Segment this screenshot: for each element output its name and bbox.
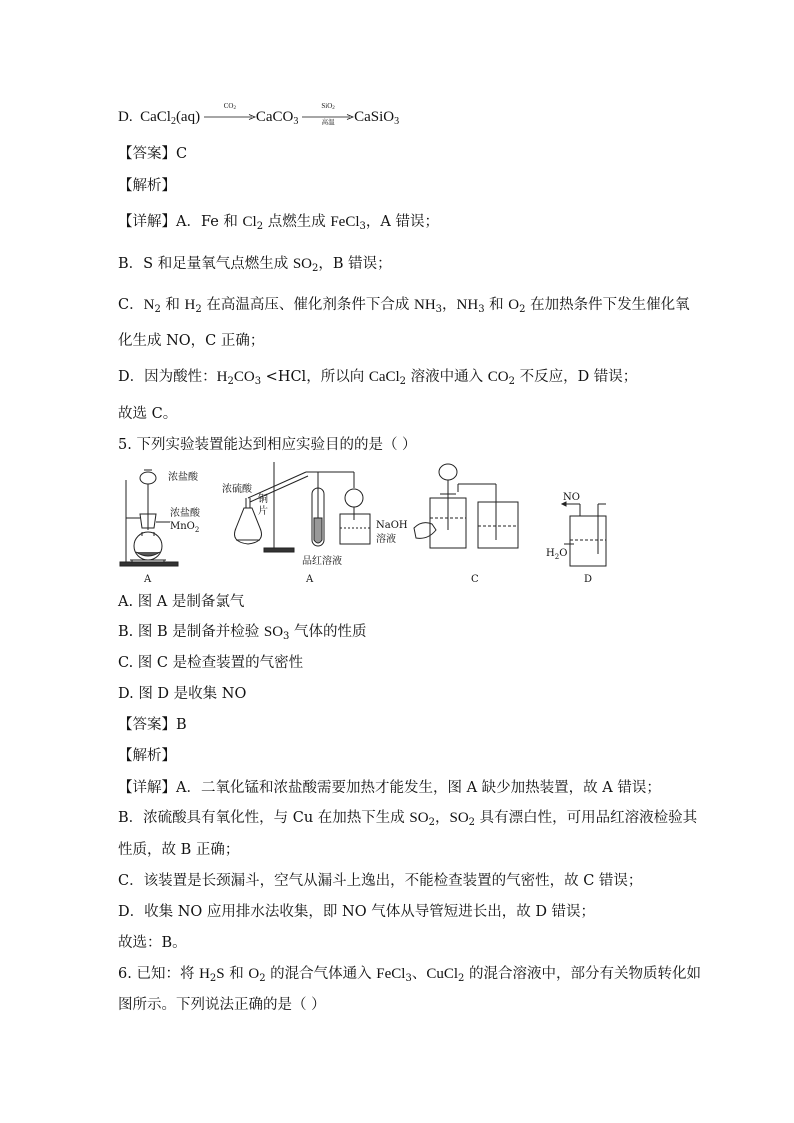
analysis-heading: 【解析】 (118, 748, 176, 764)
label-b-copper-1: 铜 (258, 494, 268, 505)
answer-line: 【答案】C (118, 146, 188, 162)
formula: NH (413, 297, 436, 313)
question-6-stem-line1 (118, 964, 701, 989)
detail-d: D．收集 NO 应用排水法收集，即 NO 气体从导管短进长出，故 D 错误； (118, 904, 596, 920)
text: 溶液中通入 (406, 369, 488, 385)
subscript: 2 (468, 817, 476, 828)
apparatus-d (562, 502, 606, 566)
subscript: 2 (428, 817, 435, 828)
apparatus-b (235, 462, 371, 552)
formula: SO (449, 810, 469, 826)
text: 气体的性质 (289, 624, 367, 640)
subscript: 2 (195, 304, 202, 315)
subscript: 2 (312, 263, 319, 274)
caption-c: C (471, 574, 479, 585)
detail-a (118, 212, 439, 237)
text: ，B 错误； (318, 256, 392, 272)
formula: MnO (170, 521, 195, 532)
arrow-condition: CO (223, 102, 234, 110)
caption-d: D (584, 574, 593, 585)
reaction-arrow (302, 102, 354, 126)
conclusion: 故选 C。 (118, 406, 178, 422)
formula: CO (233, 369, 255, 385)
subscript: 3 (293, 116, 299, 127)
formula: CuCl (426, 966, 459, 982)
option-b (118, 622, 367, 647)
label-b-acid: 浓硫酸 (222, 484, 252, 495)
subscript: 3 (478, 304, 485, 315)
text: 【详解】A．Fe 和 (118, 214, 243, 230)
subscript: 2 (399, 376, 407, 387)
formula: FeCl (330, 214, 360, 230)
subscript: 2 (233, 106, 236, 111)
formula: O (559, 548, 568, 559)
text: 在高温高压、催化剂条件下合成 (201, 297, 414, 313)
reaction-arrow (204, 102, 256, 122)
subscript: 2 (227, 376, 234, 387)
detail-a: 【详解】A．二氧化锰和浓盐酸需要加热才能发生，图 A 缺少加热装置，故 A 错误； (118, 780, 661, 796)
text: ，A 错误； (365, 214, 439, 230)
formula: CaSiO (354, 109, 395, 125)
label-a-flask: 浓盐酸 (170, 508, 200, 519)
apparatus-svg (118, 458, 638, 588)
text: 的混合溶液中，部分有关物质转化如 (464, 966, 702, 982)
arrow-condition: SiO (321, 102, 333, 110)
option-label: D. (118, 109, 133, 125)
text: ， (442, 297, 457, 313)
subscript: 2 (170, 116, 176, 127)
text: <HCl，所以向 (261, 369, 369, 385)
label-b-magenta: 品红溶液 (302, 556, 342, 567)
formula: H (199, 966, 210, 982)
subscript: 3 (405, 973, 412, 984)
question-5-stem: 5. 下列实验装置能达到相应实验目的的是（ ） (118, 437, 417, 453)
formula: SO (409, 810, 429, 826)
formula: NH (456, 297, 479, 313)
formula: FeCl (376, 966, 406, 982)
label-b-copper-2: 片 (258, 506, 268, 517)
state: (aq) (175, 109, 201, 125)
text: 6. 已知：将 (118, 966, 200, 982)
formula: SO (292, 256, 312, 272)
prev-option-d (118, 102, 400, 132)
subscript: 2 (508, 376, 515, 387)
detail-d (118, 367, 637, 392)
label-a-mno2 (170, 521, 199, 534)
label-b-naoh: NaOH (376, 520, 408, 531)
caption-b: A (306, 574, 314, 585)
subscript: 3 (394, 116, 400, 127)
text: 、 (411, 966, 427, 982)
formula: N (143, 297, 155, 313)
detail-c: C．该装置是长颈漏斗，空气从漏斗上逸出，不能检查装置的气密性，故 C 错误； (118, 873, 643, 889)
label-d-no: NO (563, 492, 580, 503)
formula: SO (263, 624, 284, 640)
text: 不反应，D 错误； (514, 369, 638, 385)
detail-c-line2: 化生成 NO，C 正确； (118, 333, 265, 349)
formula: H (216, 369, 228, 385)
apparatus-figure (118, 458, 638, 588)
formula: S (216, 966, 225, 982)
subscript: 2 (554, 553, 560, 561)
apparatus-c (414, 464, 518, 548)
option-a: A. 图 A 是制备氯气 (118, 594, 245, 610)
subscript: 3 (283, 631, 290, 642)
formula: CO (487, 369, 509, 385)
subscript: 2 (519, 304, 526, 315)
text: 和 (224, 966, 249, 982)
formula: CaCO (255, 109, 294, 125)
text: 点燃生成 (263, 214, 331, 230)
subscript: 2 (256, 221, 264, 232)
option-d: D. 图 D 是收集 NO (118, 686, 247, 702)
conclusion: 故选：B。 (118, 935, 187, 951)
subscript: 3 (359, 221, 366, 232)
text: D．因为酸性： (118, 369, 217, 385)
text: 和 (160, 297, 185, 313)
subscript: 2 (209, 973, 217, 984)
subscript: 2 (458, 973, 465, 984)
formula: H (546, 548, 555, 559)
text: 的混合气体通入 (265, 966, 377, 982)
text: 和 (484, 297, 509, 313)
text: B．浓硫酸具有氧化性，与 Cu 在加热下生成 (118, 810, 410, 826)
option-c: C. 图 C 是检查装置的气密性 (118, 655, 304, 671)
analysis-heading: 【解析】 (118, 178, 176, 194)
text: B．S 和足量氧气点燃生成 (118, 256, 293, 272)
subscript: 2 (194, 526, 200, 534)
caption-a: A (144, 574, 152, 585)
text: 在加热条件下发生催化氧 (525, 297, 690, 313)
arrow-condition: 高温 (321, 119, 335, 126)
detail-b (118, 254, 392, 279)
subscript: 2 (259, 973, 266, 984)
label-d-water (546, 548, 567, 561)
text: B. 图 B 是制备并检验 (118, 624, 264, 640)
subscript: 3 (254, 376, 262, 387)
detail-b-line2: 性质，故 B 正确； (118, 842, 240, 858)
formula: CaCl (368, 369, 400, 385)
label-b-solution: 溶液 (376, 534, 396, 545)
formula: H (184, 297, 196, 313)
subscript: 2 (154, 304, 161, 315)
formula: O (508, 297, 520, 313)
answer-line: 【答案】B (118, 717, 187, 733)
text: 具有漂白性，可用品红溶液检验其 (475, 810, 698, 826)
formula: O (248, 966, 260, 982)
subscript: 3 (435, 304, 443, 315)
detail-c-line1 (118, 295, 690, 320)
formula: Cl (242, 214, 257, 230)
text: ， (434, 810, 450, 826)
question-6-stem-line2: 图所示。下列说法正确的是（ ） (118, 997, 326, 1013)
formula: CaCl (140, 109, 171, 125)
text: C． (118, 297, 144, 313)
subscript: 2 (332, 106, 335, 111)
detail-b-line1 (118, 808, 697, 833)
label-a-funnel: 浓盐酸 (168, 472, 198, 483)
